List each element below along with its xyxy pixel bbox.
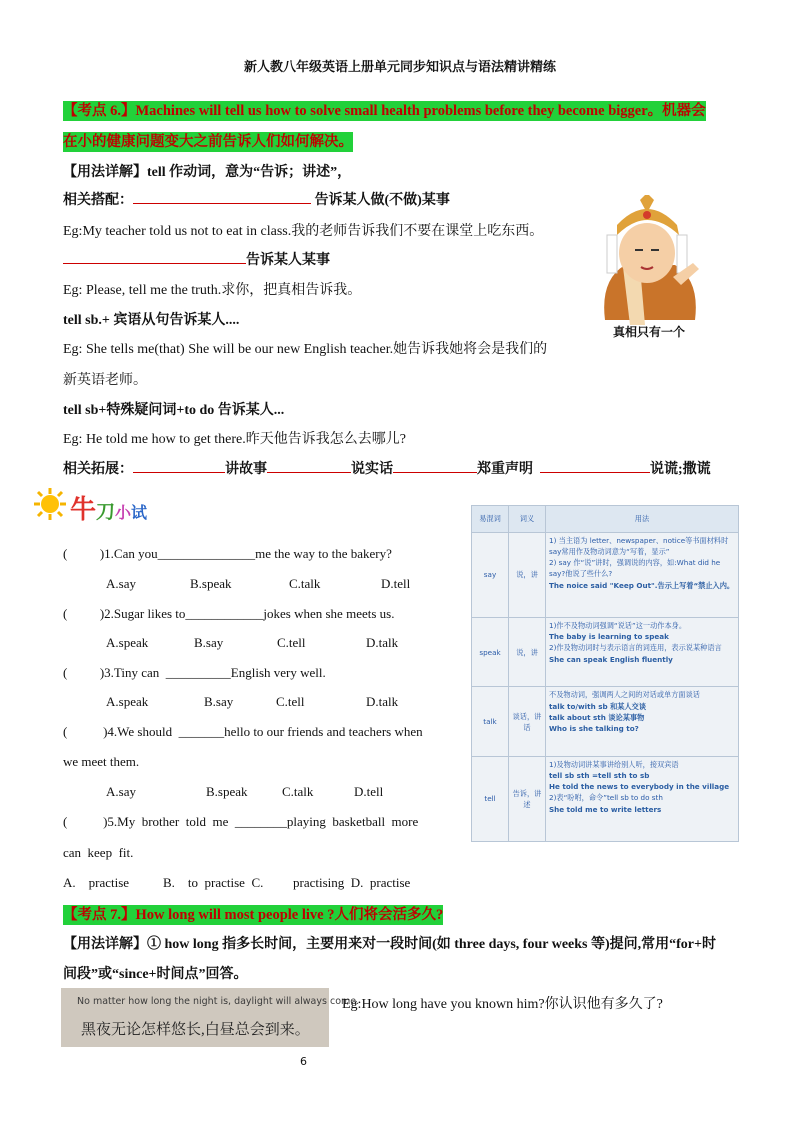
page-number: 6 (300, 1055, 307, 1068)
question-4-cont: we meet them. (63, 754, 140, 769)
question-5-cont: can keep fit. (63, 845, 134, 860)
table-cell: 告诉，讲述 (509, 756, 546, 841)
confusable-words-table (471, 505, 739, 842)
usage-title: 【用法详解】tell 作动词，意为“告诉；讲述”， (63, 165, 352, 180)
q4-option-b[interactable]: B.speak (206, 784, 248, 799)
kaodian7-line: 【考点 7.】How long will most people live ?人们将会活多久? (63, 907, 444, 923)
blank-line[interactable] (540, 460, 650, 473)
blank-line[interactable] (133, 191, 311, 204)
eg1: Eg:My teacher told us not to eat in class.我的老师告诉我们不要在课堂上吃东西。 (63, 224, 544, 239)
usage-line: say?他说了些什么? (549, 569, 613, 579)
heading-char: 牛 (70, 495, 97, 525)
usage-line: The noice said "Keep Out".告示上写着“禁止入内。 (549, 580, 735, 590)
question-5: ( )5.My brother told me ________playing basketball more (63, 814, 419, 829)
usage-line: talk to/with sb 和某人交谈 (549, 701, 647, 711)
q4-option-c[interactable]: C.talk (282, 784, 314, 799)
collocation-line (63, 189, 450, 209)
question-3: ( )3.Tiny can __________English very well. (63, 665, 326, 680)
expand-item: 说谎;撒谎 (650, 462, 711, 477)
table-row (472, 756, 739, 841)
blank-line[interactable] (267, 460, 351, 473)
table-header: 易混词 (472, 506, 509, 533)
heading-char: 试 (131, 503, 148, 522)
q1-option-a[interactable]: A.say (106, 576, 136, 591)
q2-option-b[interactable]: B.say (194, 635, 224, 650)
expand-item: 说实话 (351, 462, 393, 477)
q3-option-d[interactable]: D.talk (366, 694, 399, 709)
expand-prefix: 相关拓展： (63, 462, 133, 477)
usage-line: 2)作及物动词时与表示语言的词连用，表示说某种语言 (549, 643, 722, 653)
table-cell (546, 687, 739, 756)
heading-char: 小 (115, 503, 132, 522)
table-cell: tell (472, 756, 509, 841)
usage-line: She told me to write letters (549, 804, 662, 814)
eg4: Eg: He told me how to get there.昨天他告诉我怎么去哪儿? (63, 432, 406, 447)
eg2: Eg: Please, tell me the truth.求你，把真相告诉我。 (63, 283, 362, 298)
table-header: 用法 (546, 506, 739, 533)
cartoon-illustration (585, 195, 715, 340)
table-row (472, 687, 739, 756)
sun-icon (33, 487, 67, 521)
q5-option-a[interactable]: A. practise (63, 875, 130, 890)
q3-option-b[interactable]: B.say (204, 694, 234, 709)
quote-english: No matter how long the night is, daylight will always come. (77, 996, 360, 1007)
usage-line: 2)表“吩咐，命令”tell sb to do sth (549, 793, 663, 803)
table-row (472, 533, 739, 618)
table-cell: 说，讲 (509, 618, 546, 687)
question-1: ( )1.Can you_______________me the way to the bakery? (63, 546, 392, 561)
kaodian6-line1: 【考点 6.】Machines will tell us how to solve small health problems before they become bigger。机器会 (63, 103, 706, 119)
kaodian7-usage-b: 间段”或“since+时间点”回答。 (63, 967, 248, 982)
q1-option-d[interactable]: D.tell (381, 576, 411, 591)
table-cell (546, 618, 739, 687)
q2-option-d[interactable]: D.talk (366, 635, 399, 650)
q1-option-c[interactable]: C.talk (289, 576, 321, 591)
collocation-prefix: 相关搭配： (63, 193, 133, 208)
table-cell (546, 756, 739, 841)
quote-card (61, 988, 360, 1047)
usage-line: 2) say 作“说”讲时，强调说的内容，如:What did he (549, 558, 721, 568)
table-cell: talk (472, 687, 509, 756)
monk-cartoon-icon (585, 195, 715, 340)
collocation-text: 告诉某人做(不做)某事 (314, 193, 450, 208)
q3-option-a[interactable]: A.speak (106, 694, 149, 709)
q3-option-c[interactable]: C.tell (276, 694, 305, 709)
usage-line: 1) 当主语为 letter、newspaper、notice等书面材料时 (549, 536, 729, 545)
usage-line: talk about sth 谈论某事物 (549, 712, 645, 722)
quote-chinese: 黑夜无论怎样悠长,白昼总会到来。 (81, 1022, 310, 1038)
q5-option-cd[interactable]: practising D. practise (293, 875, 411, 890)
question-4: ( )4.We should _______hello to our friends and teachers when (63, 724, 423, 739)
page-header-title: 新人教八年级英语上册单元同步知识点与语法精讲精练 (243, 60, 556, 75)
cartoon-caption: 真相只有一个 (613, 325, 686, 339)
usage-line: 1)作不及物动词强调“说话”这一动作本身。 (549, 621, 687, 631)
expand-item: 郑重声明 (477, 462, 533, 477)
table-cell (546, 533, 739, 618)
kaodian6-line2: 在小的健康问题变大之前告诉人们如何解决。 (63, 134, 353, 150)
usage-line: Who is she talking to? (549, 723, 639, 733)
eg-final: Eg:How long have you known him?你认识他有多久了? (342, 997, 663, 1012)
q4-option-d[interactable]: D.tell (354, 784, 384, 799)
q5-option-b[interactable]: B. to practise C. (163, 875, 264, 890)
kaodian7-usage-a: 【用法详解】① how long 指多长时间，主要用来对一段时间(如 three days, four weeks 等)提问,常用“for+时 (63, 937, 717, 952)
usage-line: tell sb sth =tell sth to sb (549, 771, 650, 781)
eg3a: Eg: She tells me(that) She will be our new English teacher.她告诉我她将会是我们的 (63, 342, 548, 357)
q2-option-a[interactable]: A.speak (106, 635, 149, 650)
expand-line (63, 458, 711, 478)
blank-line[interactable] (133, 460, 225, 473)
table-row (472, 618, 739, 687)
eg3b: 新英语老师。 (63, 373, 147, 388)
q4-option-a[interactable]: A.say (106, 784, 136, 799)
usage-line: 不及物动词，强调两人之间的对话或单方面谈话 (549, 690, 700, 700)
question-2: ( )2.Sugar likes to____________jokes when she meets us. (63, 606, 395, 621)
tell-sth-line (63, 249, 330, 269)
usage-line: 1)及物动词讲某事讲给别人听，接双宾语 (549, 759, 679, 769)
tell-to-do: tell sb+特殊疑问词+to do 告诉某人... (63, 403, 285, 418)
tell-clause: tell sb.+ 宾语从句告诉某人.... (63, 313, 240, 328)
table-cell: speak (472, 618, 509, 687)
tell-sth-label: 告诉某人某事 (246, 253, 330, 268)
usage-line: She can speak English fluently (549, 654, 673, 664)
usage-line: say常用作及物动词意为“写着，显示” (549, 547, 670, 557)
heading-char: 刀 (96, 501, 116, 523)
usage-line: The baby is learning to speak (549, 632, 669, 642)
table-header-row (472, 506, 739, 533)
usage-line: He told the news to everybody in the village (549, 782, 730, 792)
blank-line[interactable] (393, 460, 477, 473)
blank-line[interactable] (63, 251, 246, 264)
practice-heading (70, 489, 147, 526)
q1-option-b[interactable]: B.speak (190, 576, 232, 591)
q2-option-c[interactable]: C.tell (277, 635, 306, 650)
table-cell: 说，讲 (509, 533, 546, 618)
table-cell: 谈话，讲话 (509, 687, 546, 756)
table-cell: say (472, 533, 509, 618)
expand-item: 讲故事 (225, 462, 267, 477)
table-header: 词义 (509, 506, 546, 533)
